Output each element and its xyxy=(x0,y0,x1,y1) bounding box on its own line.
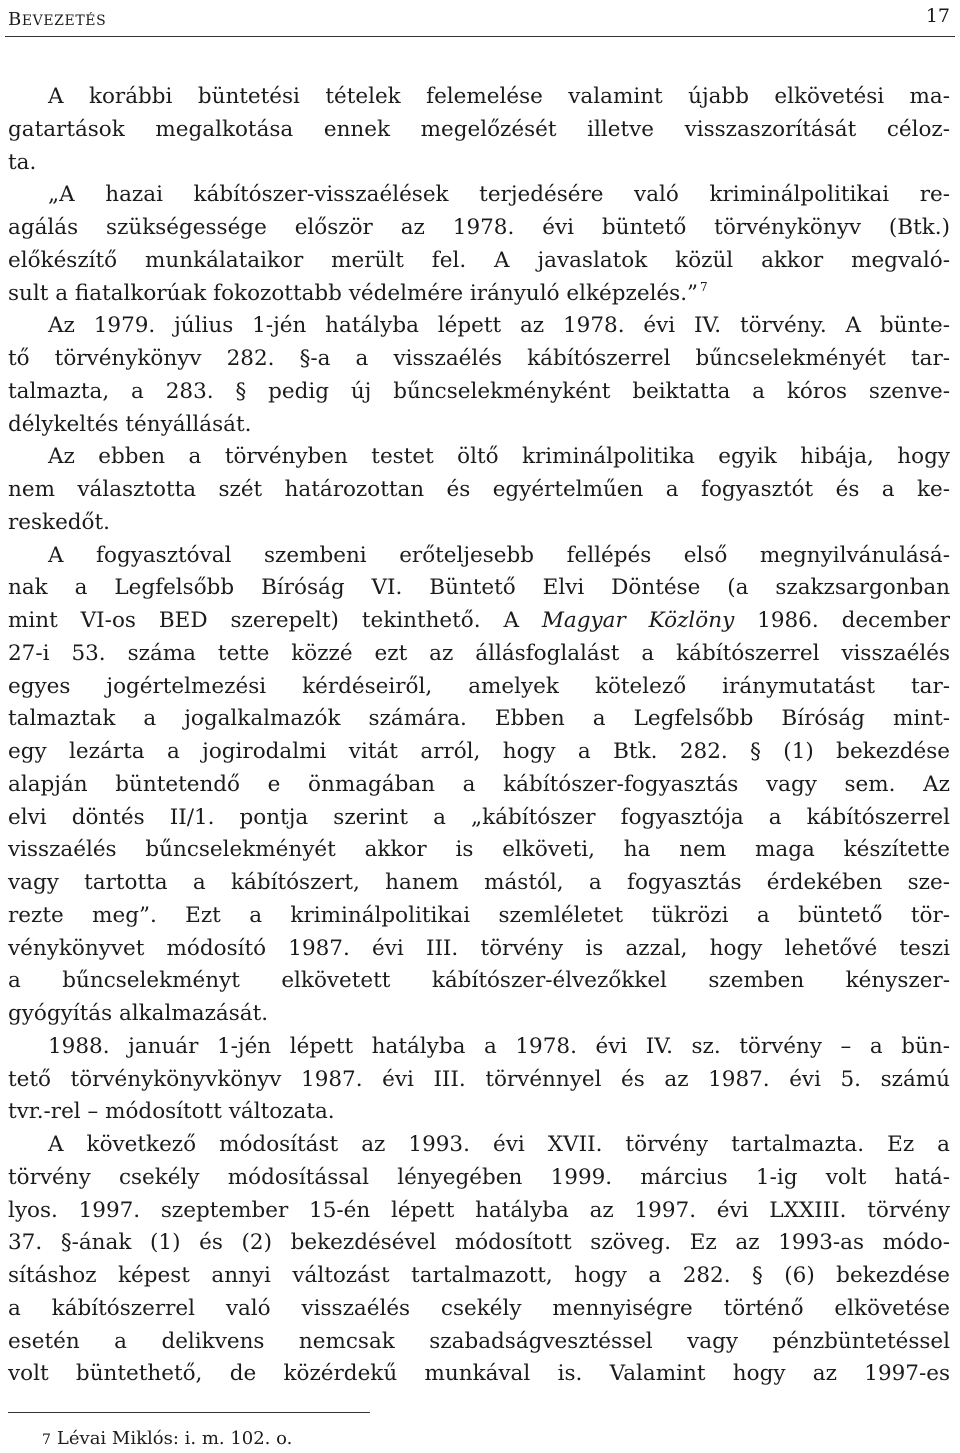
text-line: lyos. 1997. szeptember 15-én lépett hatályba az 1997. évi LXXIII. törvény xyxy=(8,1197,950,1223)
footnote-text: Lévai Miklós: i. m. 102. o. xyxy=(56,1428,293,1449)
text-line: a bűncselekményt elkövetett kábítószer-élvezőkkel szemben kényszer- xyxy=(8,968,950,994)
text-line: gyógyítás alkalmazását. xyxy=(8,1001,269,1026)
text-line: előkészítő munkálataikor merült fel. A javaslatok közül akkor megvaló- xyxy=(8,247,950,273)
paragraph xyxy=(8,441,950,539)
footnote xyxy=(42,1427,292,1452)
text-line: elvi döntés II/1. pontja szerint a „kábítószer fogyasztója a kábítószerrel xyxy=(8,804,950,830)
paragraph xyxy=(8,179,950,310)
text-line: délykeltés tényállását. xyxy=(8,411,252,437)
footnote-marker: 7 xyxy=(42,1432,51,1448)
text-line: egy lezárta a jogirodalmi vitát arról, hogy a Btk. 282. § (1) bekezdése xyxy=(8,739,950,764)
text-line: reskedőt. xyxy=(8,509,110,535)
text-line: rezte meg”. Ezt a kriminálpolitikai szemléletet tükrözi a büntető tör- xyxy=(8,902,950,928)
footnote-separator xyxy=(8,1412,370,1413)
text-line: törvény csekély módosítással lényegében 1999. március 1-ig volt hatá- xyxy=(8,1164,950,1190)
text-line: tő törvénykönyv 282. §-a a visszaélés kábítószerrel bűncselekményét tar- xyxy=(8,346,950,371)
text-line: gatartások megalkotása ennek megelőzését illetve visszaszorítását céloz- xyxy=(8,116,950,142)
text-line: A következő módosítást az 1993. évi XVII. törvény tartalmazta. Ez a xyxy=(48,1132,950,1157)
paragraph xyxy=(8,1031,950,1129)
text-segment: mint VI-os BED szerepelt) tekinthető. A xyxy=(8,608,542,633)
text-segment: sult a fiatalkorúak fokozottabb védelmére irányuló elképzelés.” xyxy=(8,280,699,306)
text-line: nem választotta szét határozottan és egyértelműen a fogyasztót és a ke- xyxy=(8,477,950,502)
text-line: Az 1979. július 1-jén hatályba lépett az 1978. évi IV. törvény. A bünte- xyxy=(48,313,950,339)
section-title: BEVEZETÉS xyxy=(8,9,107,30)
text-line: nak a Legfelsőbb Bíróság VI. Büntető Elvi Döntése (a szakzsargonban xyxy=(8,575,950,601)
footnote-reference: 7 xyxy=(700,279,708,294)
paragraph xyxy=(8,310,950,441)
text-line: vénykönyvet módosító 1987. évi III. törvény is azzal, hogy lehetővé teszi xyxy=(8,935,950,961)
paragraph xyxy=(8,1129,950,1391)
text-line: Az ebben a törvényben testet öltő kriminálpolitika egyik hibája, hogy xyxy=(48,444,950,470)
text-line: talmazta, a 283. § pedig új bűncselekményként beiktatta a kóros szenve- xyxy=(8,378,950,404)
text-segment: 1986. december xyxy=(734,608,950,633)
text-line xyxy=(8,605,950,638)
text-line: esetén a delikvens nemcsak szabadságvesztéssel vagy pénzbüntetéssel xyxy=(8,1328,950,1354)
italic-title: Magyar Közlöny xyxy=(541,608,735,633)
text-line: tvr.-rel – módosított változata. xyxy=(8,1099,335,1125)
text-line: egyes jogértelmezési kérdéseiről, amelyek kötelező iránymutatást tar- xyxy=(8,673,950,699)
paragraph xyxy=(8,540,950,1031)
header-rule xyxy=(5,36,955,37)
body-text xyxy=(8,81,950,1391)
text-line: A korábbi büntetési tételek felemelése valamint újabb elkövetési ma- xyxy=(48,84,950,109)
running-header xyxy=(8,4,950,32)
text-line: 1988. január 1-jén lépett hatályba a 1978. évi IV. sz. törvény – a bün- xyxy=(48,1033,950,1059)
page-number: 17 xyxy=(925,5,950,27)
text-line: vagy tartotta a kábítószert, hanem mástól, a fogyasztás érdekében sze- xyxy=(8,870,950,895)
text-line: tető törvénykönyvkönyv 1987. évi III. törvénnyel és az 1987. évi 5. számú xyxy=(8,1066,950,1092)
text-line: A fogyasztóval szembeni erőteljesebb fellépés első megnyilvánulásá- xyxy=(48,542,950,568)
text-line: sításhoz képest annyi változást tartalmazott, hogy a 282. § (6) bekezdése xyxy=(8,1263,950,1288)
paragraph xyxy=(8,81,950,179)
text-line xyxy=(8,278,950,311)
text-line: 27-i 53. száma tette közzé ezt az állásfoglalást a kábítószerrel visszaélés xyxy=(8,640,950,666)
text-line: ta. xyxy=(8,149,37,175)
text-line: talmaztak a jogalkalmazók számára. Ebben a Legfelsőbb Bíróság mint- xyxy=(8,706,950,732)
text-line: „A hazai kábítószer-visszaélések terjedésére való kriminálpolitikai re- xyxy=(48,182,950,208)
text-line: alapján büntetendő e önmagában a kábítószer-fogyasztás vagy sem. Az xyxy=(8,771,950,797)
text-line: 37. §-ának (1) és (2) bekezdésével módosított szöveg. Ez az 1993-as módo- xyxy=(8,1230,950,1256)
text-line: volt büntethető, de közérdekű munkával is. Valamint hogy az 1997-es xyxy=(8,1361,950,1387)
text-line: a kábítószerrel való visszaélés csekély mennyiségre történő elkövetése xyxy=(8,1295,950,1321)
text-line: visszaélés bűncselekményét akkor is elköveti, ha nem maga készítette xyxy=(8,837,950,863)
text-line: agálás szükségessége először az 1978. évi büntető törvénykönyv (Btk.) xyxy=(8,215,950,240)
